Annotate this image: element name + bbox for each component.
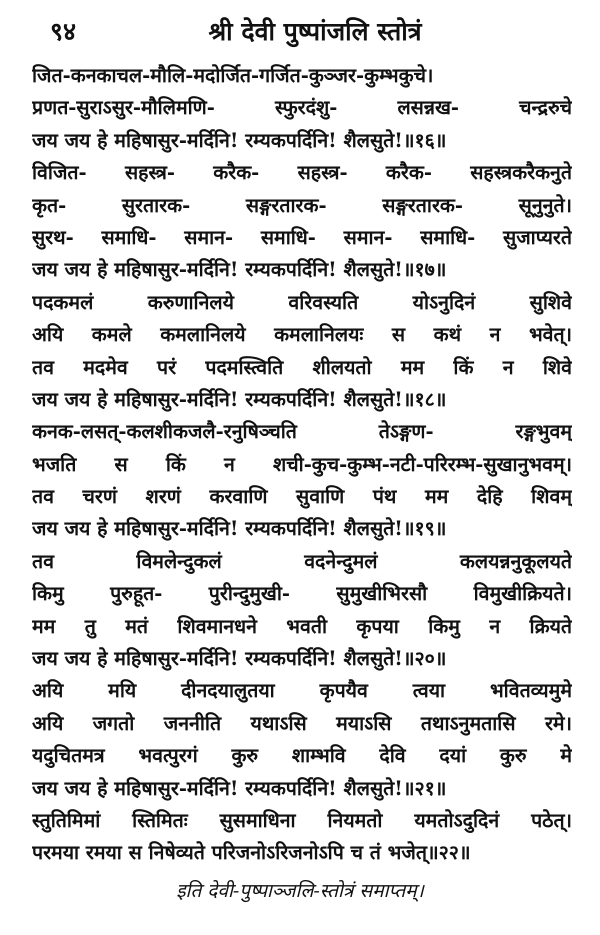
refrain-line: जय जय हे महिषासुर-मर्दिनि! रम्यकपर्दिनि! शैलसुते!॥१६॥	[32, 128, 447, 152]
refrain-line: जय जय हे महिषासुर-मर्दिनि! रम्यकपर्दिनि! शैलसुते!॥१७॥	[32, 258, 447, 282]
page-title: श्री देवी पुष्पांजलि स्तोत्रं	[208, 17, 422, 46]
page-header	[0, 14, 600, 54]
verse-line: अयि मयि दीनदयालुतया कृपयैव त्वया भवितव्यमुमे	[32, 679, 572, 703]
verse-line: विजित- सहस्त्र- करैक- सहस्त्र- करैक- सहस्त्रकरैकनुते	[32, 161, 572, 185]
verse-line: अयि जगतो जननीति यथाऽसि मयाऽसि तथाऽनुमतासि रमे।	[32, 711, 572, 735]
refrain-line: जय जय हे महिषासुर-मर्दिनि! रम्यकपर्दिनि! शैलसुते!॥२१॥	[32, 776, 447, 800]
page-number: ९४	[50, 17, 77, 46]
verse-line: पदकमलं करुणानिलये वरिवस्यति योऽनुदिनं सुशिवे	[32, 290, 572, 314]
verse-line: कृत- सुरतारक- सङ्गरतारक- सङ्गरतारक- सूनुनुते।	[32, 193, 572, 217]
verse-line: परमया रमया स निषेव्यते परिजनोऽरिजनोऽपि च तं भजेत्॥२२॥	[32, 841, 471, 865]
refrain-line: जय जय हे महिषासुर-मर्दिनि! रम्यकपर्दिनि! शैलसुते!॥२०॥	[32, 647, 447, 671]
verse-line: तव चरणं शरणं करवाणि सुवाणि पंथ मम देहि शिवम्	[32, 485, 572, 509]
refrain-line: जय जय हे महिषासुर-मर्दिनि! रम्यकपर्दिनि! शैलसुते!॥१९॥	[32, 517, 447, 541]
verse-line: यदुचितमत्र भवत्पुरगं कुरु शाम्भवि देवि दयां कुरु मे	[32, 744, 572, 768]
colophon: इति देवी-पुष्पाञ्जलि-स्तोत्रं समाप्तम्।	[176, 880, 424, 902]
verse-line: मम तु मतं शिवमानधने भवती कृपया किमु न क्रियते	[32, 614, 572, 638]
verse-line: किमु पुरुहूत- पुरीन्दुमुखी- सुमुखीभिरसौ विमुखीक्रियते।	[32, 582, 572, 606]
verse-line: सुरथ- समाधि- समान- समाधि- समान- समाधि- सुजाप्यरते	[32, 225, 572, 249]
verse-line: प्रणत-सुराऽसुर-मौलिमणि- स्फुरदंशु- लसन्नख- चन्द्ररुचे	[32, 96, 572, 120]
verse-line: तव मदमेव परं पदमस्त्विति शीलयतो मम किं न शिवे	[32, 355, 572, 379]
verse-line: कनक-लसत्-कलशीकजलै-रनुषिञ्चति तेऽङ्गण- रङ्गभुवम्	[32, 420, 572, 444]
verse-line: अयि कमले कमलानिलये कमलानिलयः स कथं न भवेत्।	[32, 323, 572, 347]
verse-line: जित-कनकाचल-मौलि-मदोर्जित-गर्जित-कुञ्जर-कुम्भकुचे।	[32, 64, 434, 87]
refrain-line: जय जय हे महिषासुर-मर्दिनि! रम्यकपर्दिनि! शैलसुते!॥१८॥	[32, 387, 447, 411]
hymn-text	[32, 60, 572, 870]
verse-line: भजति स किं न शची-कुच-कुम्भ-नटी-परिरम्भ-सुखानुभवम्।	[32, 452, 572, 476]
verse-line: तव विमलेन्दुकलं वदनेन्दुमलं कलयन्ननुकूलयते	[32, 549, 572, 573]
verse-line: स्तुतिमिमां स्तिमितः सुसमाधिना नियमतो यमतोऽदुदिनं पठेत्।	[32, 808, 572, 832]
